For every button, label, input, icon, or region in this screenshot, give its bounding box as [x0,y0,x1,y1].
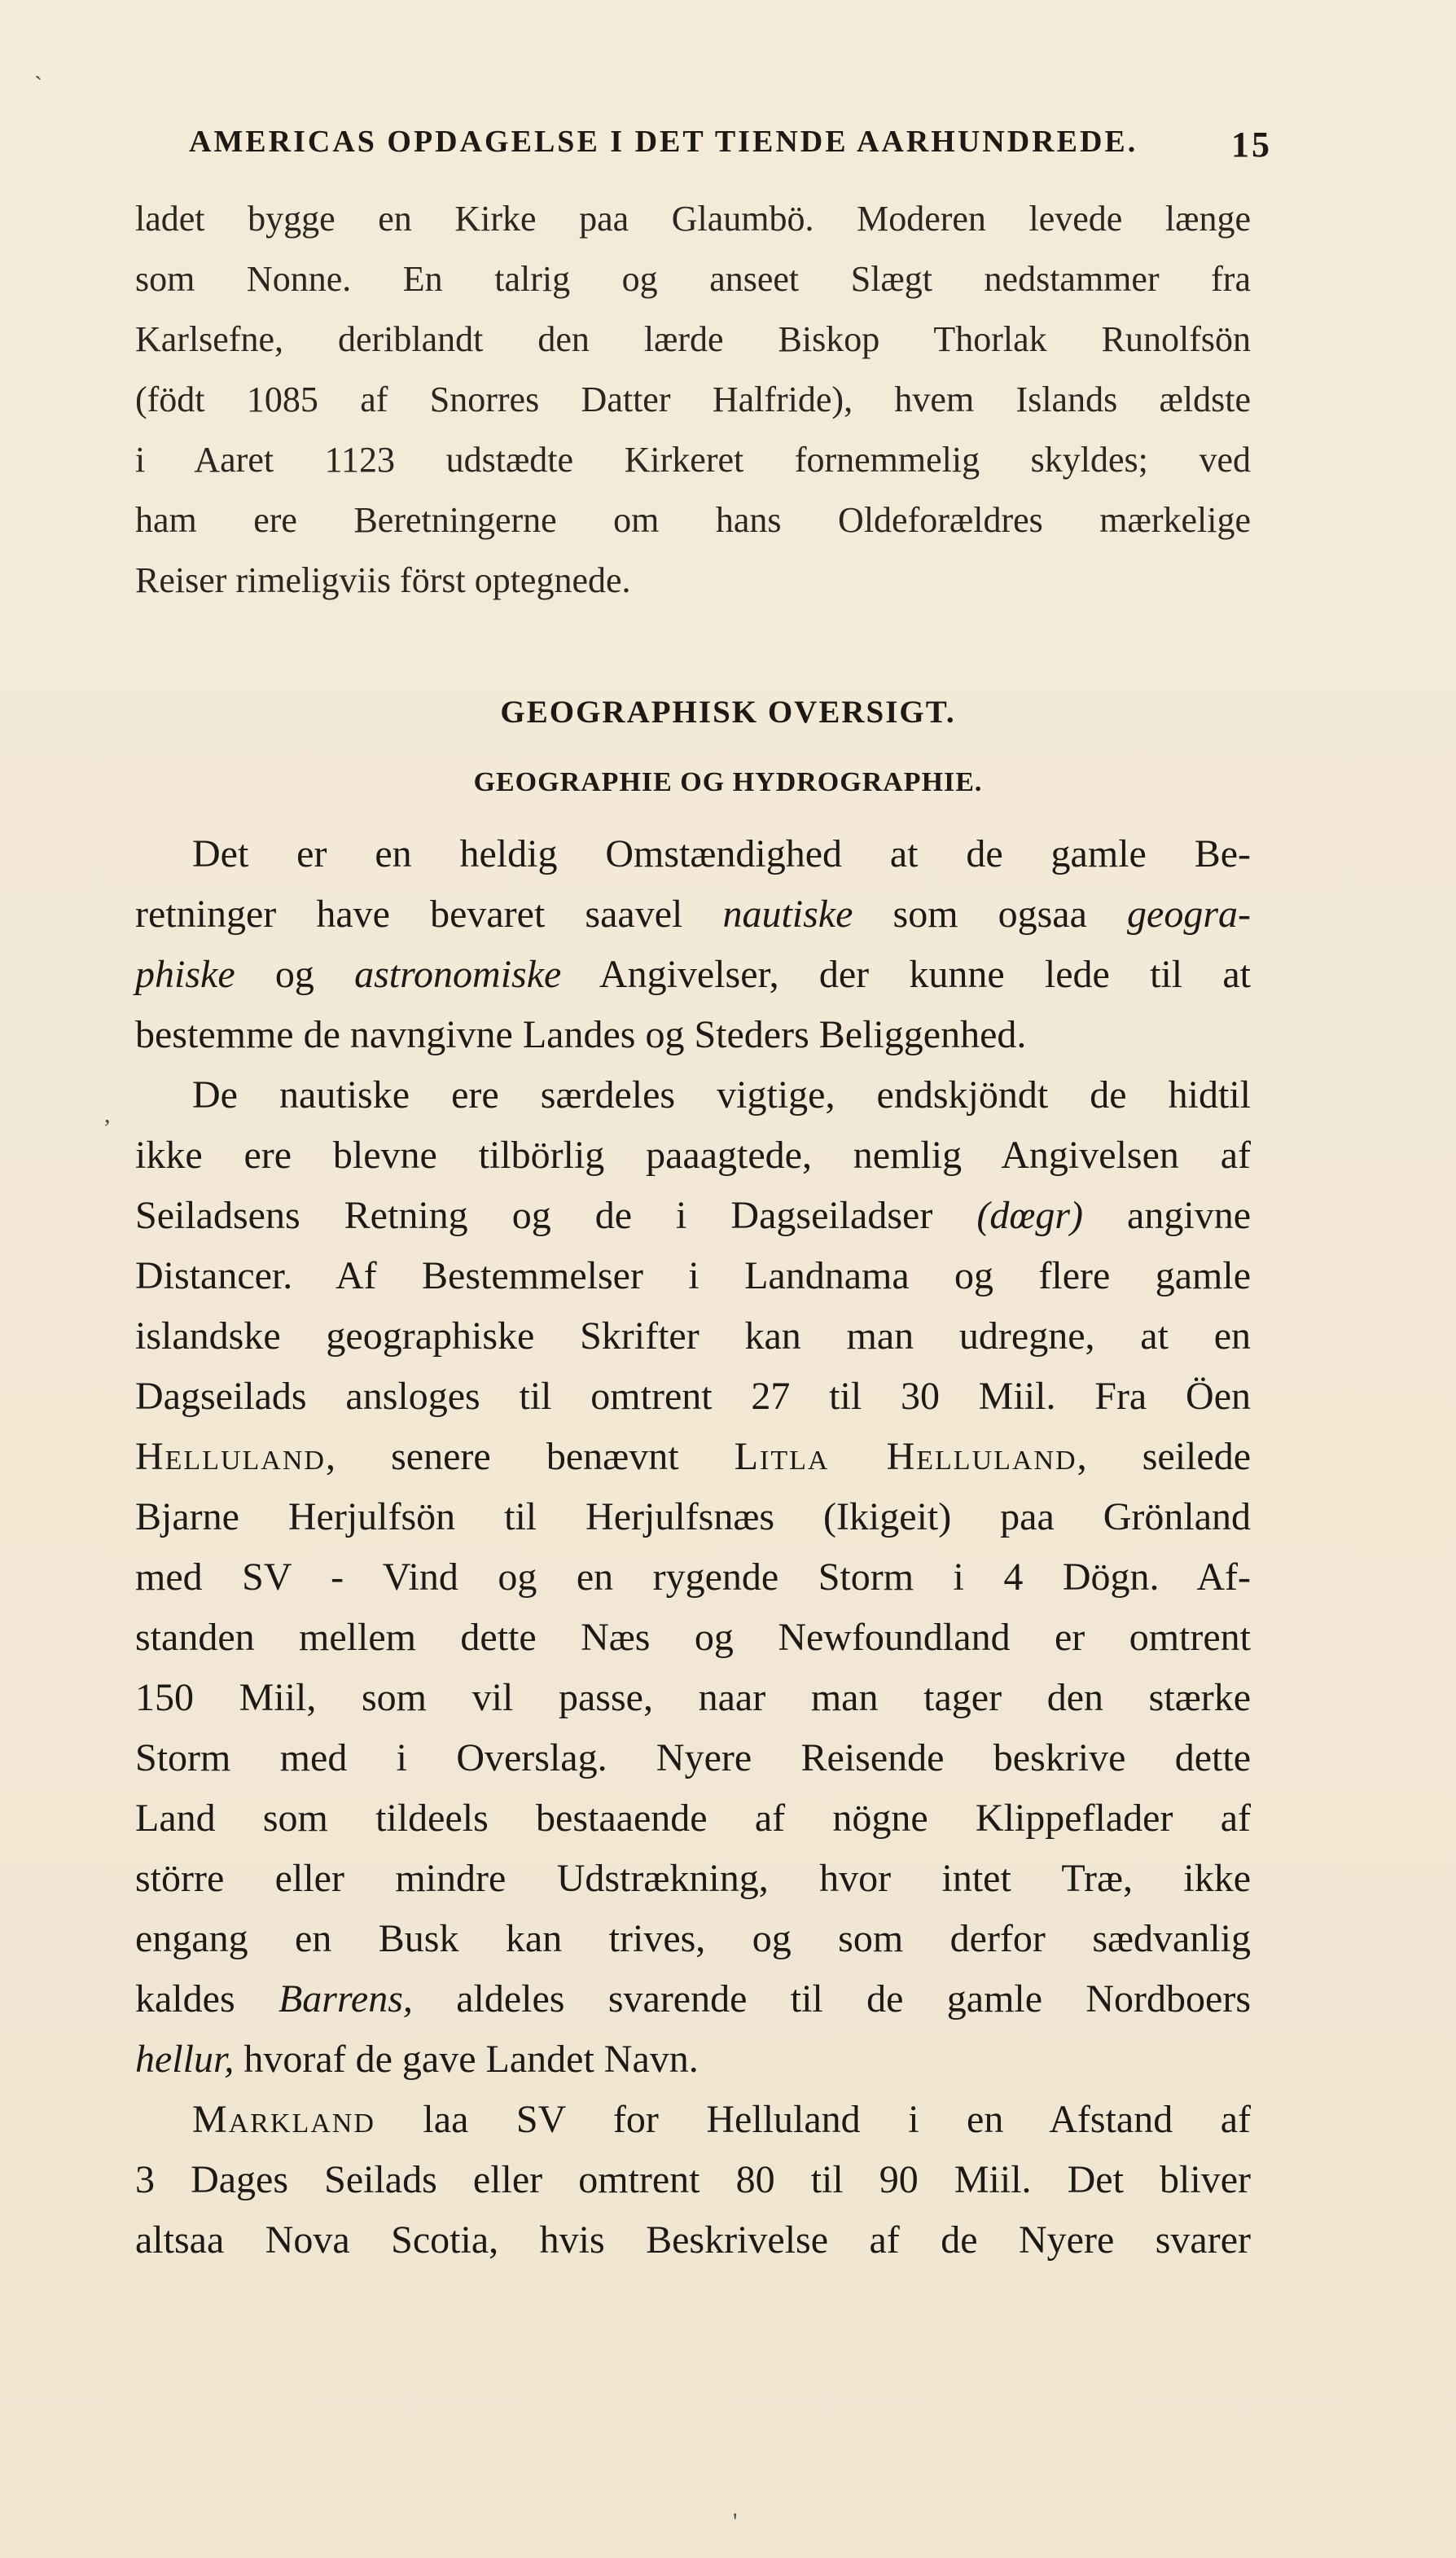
text-line: ladet bygge en Kirke paa Glaumbö. Moderen levede længe [135,199,1251,239]
italic-term: phiske [135,953,235,996]
text-line: islandske geographiske Skrifter kan man udregne, at en [135,1314,1251,1358]
text-line: Bjarne Herjulfsön til Herjulfsnæs (Ikigeit) paa Grönland [135,1495,1251,1538]
subsection-heading: GEOGRAPHIE OG HYDROGRAPHIE. [473,767,983,797]
paragraph-4 [135,2090,1251,2271]
text-line: phiske og astronomiske Angivelser, der kunne lede til at [135,953,1251,996]
text-line: ikke ere blevne tilbörlig paaagtede, nemlig Angivelsen af [135,1134,1251,1177]
text-line: altsaa Nova Scotia, hvis Beskrivelse af de Nyere svarer [135,2218,1251,2262]
text-line: Karlsefne, deriblandt den lærde Biskop Thorlak Runolfsön [135,319,1251,359]
paragraph-2 [135,824,1251,1065]
page-header [189,124,1272,173]
page-number: 15 [1231,125,1272,165]
text-line: Seiladsens Retning og de i Dagseiladser (dœgr) angivne [135,1194,1252,1237]
italic-term: hellur, [135,2038,235,2081]
scan-mark: ' [733,2508,738,2535]
place-name: Markland [192,2098,375,2141]
italic-term: geogra- [1127,893,1251,936]
text-line: Storm med i Overslag. Nyere Reisende beskrive dette [135,1736,1251,1779]
text-line: engang en Busk kan trives, og som derfor sædvanlig [135,1917,1251,1960]
text-line: 3 Dages Seilads eller omtrent 80 til 90 Miil. Det bliver [135,2158,1251,2201]
section-heading: GEOGRAPHISK OVERSIGT. [500,695,956,730]
text-line: Land som tildeels bestaaende af nögne Klippeflader af [135,1797,1251,1840]
text-line: hellur, hvoraf de gave Landet Navn. [135,2038,699,2081]
text-line: med SV - Vind og en rygende Storm i 4 Dögn. Af- [135,1555,1251,1599]
text-line: Distancer. Af Bestemmelser i Landnama og flere gamle [135,1254,1251,1297]
text-line: bestemme de navngivne Landes og Steders Beliggenhed. [135,1013,1027,1056]
text-line: ham ere Beretningerne om hans Oldeforældres mærkelige [135,500,1251,540]
italic-term: (dœgr) [976,1194,1084,1237]
place-name: Helluland [135,1435,326,1478]
text-line: retninger have bevaret saavel nautiske som ogsaa geogra- [135,893,1251,936]
scan-mark: ` [34,72,42,99]
italic-term: nautiske [722,893,853,936]
text-line: Helluland, senere benævnt Litla Helluland, seilede [135,1435,1251,1478]
paragraph-1 [135,189,1251,611]
text-line: Markland laa SV for Helluland i en Afstand af [192,2098,1251,2141]
paragraph-3 [135,1065,1251,2090]
text-line: standen mellem dette Næs og Newfoundland er omtrent [135,1616,1251,1659]
running-title: AMERICAS OPDAGELSE I DET TIENDE AARHUNDREDE. [189,125,1138,159]
scan-mark: , [104,1101,111,1128]
text-line: som Nonne. En talrig og anseet Slægt nedstammer fra [135,259,1251,299]
text-line: Dagseilads ansloges til omtrent 27 til 30 Miil. Fra Öen [135,1375,1251,1418]
text-line: 150 Miil, som vil passe, naar man tager den stærke [135,1676,1251,1719]
italic-term: astronomiske [354,953,562,996]
italic-term: Barrens, [278,1977,413,2021]
text-line: större eller mindre Udstrækning, hvor intet Træ, ikke [135,1857,1251,1900]
text-line: kaldes Barrens, aldeles svarende til de gamle Nordboers [135,1977,1252,2021]
text-line: i Aaret 1123 udstædte Kirkeret fornemmelig skyldes; ved [135,440,1251,480]
text-line: Reiser rimeligviis först optegnede. [135,560,631,600]
text-line: De nautiske ere særdeles vigtige, endskjöndt de hidtil [192,1073,1251,1117]
place-name: Litla Helluland [734,1435,1077,1478]
text-line: (födt 1085 af Snorres Datter Halfride), hvem Islands ældste [135,380,1251,419]
text-line: Det er en heldig Omstændighed at de gamle Be- [192,832,1251,875]
